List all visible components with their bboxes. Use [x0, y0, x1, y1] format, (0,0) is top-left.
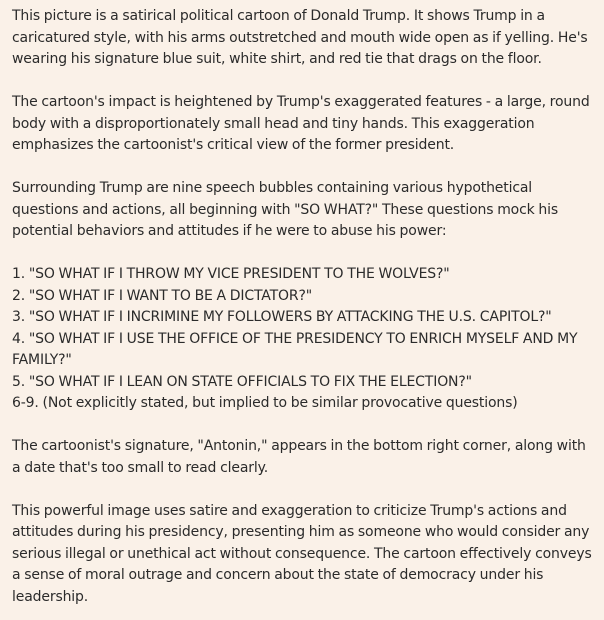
list-item: 3. "SO WHAT IF I INCRIMINE MY FOLLOWERS BY ATTACKING THE U.S. CAPITOL?" [12, 309, 552, 325]
paragraph-speech-bubbles: Surrounding Trump are nine speech bubbles containing various hypothetical questions and actions, all beginning with "SO WHAT?" These questions mock his potential behaviors and attitudes if he were to abuse his power: [12, 180, 559, 239]
paragraph-conclusion: This powerful image uses satire and exaggeration to criticize Trump's actions and attitudes during his presidency, presenting him as someone who would consider any serious illegal or unethical act without consequence. The cartoon effectively conveys a sense of moral outrage and concern about the state of democracy under his leadership. [12, 502, 592, 605]
paragraph-gap [12, 243, 594, 265]
questions-list [12, 264, 594, 415]
list-item: 2. "SO WHAT IF I WANT TO BE A DICTATOR?" [12, 287, 313, 304]
list-item: 5. "SO WHAT IF I LEAN ON STATE OFFICIALS TO FIX THE ELECTION?" [12, 373, 472, 390]
list-item: 4. "SO WHAT IF I USE THE OFFICE OF THE PRESIDENCY TO ENRICH MYSELF AND MY FAMILY?" [12, 330, 578, 368]
paragraph-gap [12, 157, 594, 179]
paragraph-features: The cartoon's impact is heightened by Trump's exaggerated features - a large, round body with a disproportionately small head and tiny hands. This exaggeration emphasizes the cartoonist's critical view of the former president. [12, 94, 590, 153]
paragraph-description: This picture is a satirical political cartoon of Donald Trump. It shows Trump in a caricatured style, with his arms outstretched and mouth wide open as if yelling. He's wearing his signature blue suit, white shirt, and red tie that drags on the floor. [12, 8, 588, 67]
list-item: 6-9. (Not explicitly stated, but implied to be similar provocative questions) [12, 395, 518, 411]
list-item: 1. "SO WHAT IF I THROW MY VICE PRESIDENT TO THE WOLVES?" [12, 266, 450, 282]
paragraph-gap [12, 415, 594, 437]
paragraph-signature: The cartoonist's signature, "Antonin," appears in the bottom right corner, along with a date that's too small to read clearly. [12, 438, 586, 476]
paragraph-gap [12, 71, 594, 93]
paragraph-gap [12, 479, 594, 501]
